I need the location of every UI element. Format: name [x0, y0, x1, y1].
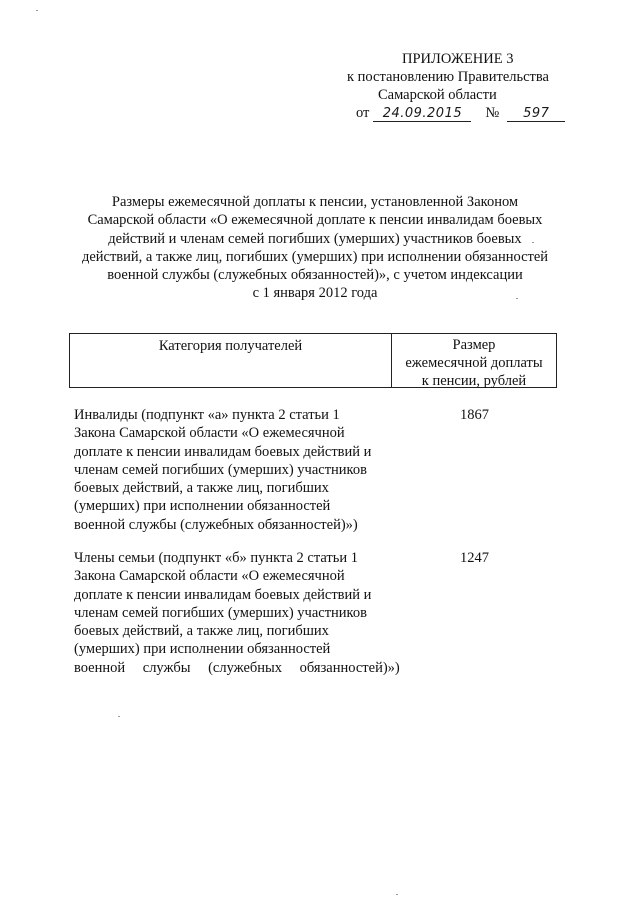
appendix-label: ПРИЛОЖЕНИЕ 3 [402, 51, 514, 67]
category-cell [74, 406, 404, 534]
title-line: действий, а также лиц, погибших (умерших) при исполнении обязанностей [81, 248, 549, 265]
scan-speck [396, 894, 398, 895]
table-row [74, 549, 554, 677]
amount-header-line: к пенсии, рублей [421, 373, 527, 389]
category-line: боевых действий, а также лиц, погибших [74, 480, 329, 497]
category-line: (умерших) при исполнении обязанностей [74, 498, 331, 515]
scan-speck [36, 10, 38, 11]
title-line: Размеры ежемесячной доплаты к пенсии, установленной Законом [111, 194, 519, 210]
category-line: военной службы (служебных обязанностей)») [74, 659, 400, 676]
date-prefix: от [356, 105, 370, 121]
amount-header-line: ежемесячной доплаты [405, 355, 543, 371]
scan-speck [516, 298, 518, 299]
title-line: Самарской области «О ежемесячной доплате к пенсии инвалидам боевых [87, 212, 543, 229]
category-line: (умерших) при исполнении обязанностей [74, 641, 331, 658]
scan-speck [118, 716, 120, 717]
category-line: Члены семьи (подпункт «б» пункта 2 статьи 1 [74, 550, 358, 566]
category-line: Закона Самарской области «О ежемесячной [74, 568, 345, 585]
handwritten-date: 24.09.2015 [373, 107, 471, 122]
region-name: Самарской области [378, 87, 497, 103]
category-line: боевых действий, а также лиц, погибших [74, 623, 329, 640]
title-line: действий и членам семей погибших (умерших) участников боевых [108, 230, 522, 247]
scan-speck [532, 242, 534, 243]
category-line: военной службы (служебных обязанностей)») [74, 516, 358, 533]
number-sign: № [485, 105, 500, 121]
category-cell [74, 549, 404, 677]
resolution-reference: к постановлению Правительства [347, 69, 549, 85]
category-column-header: Категория получателей [70, 334, 392, 387]
amount-column-header [392, 334, 556, 387]
handwritten-number: 597 [507, 107, 565, 122]
title-line: военной службы (служебных обязанностей)», с учетом индексации [107, 267, 523, 284]
category-line: членам семей погибших (умерших) участников [74, 604, 367, 621]
category-line: членам семей погибших (умерших) участников [74, 461, 367, 478]
amount-header-line: Размер [452, 337, 496, 353]
table-row [74, 406, 554, 534]
amount-cell: 1247 [460, 550, 489, 566]
amount-cell: 1867 [460, 407, 489, 423]
category-line: доплате к пенсии инвалидам боевых действий и [74, 443, 372, 460]
category-line: Закона Самарской области «О ежемесячной [74, 425, 345, 442]
title-line: с 1 января 2012 года [252, 285, 378, 302]
date-number-line [330, 104, 580, 122]
table-header [69, 333, 557, 388]
category-line: Инвалиды (подпункт «а» пункта 2 статьи 1 [74, 407, 340, 423]
document-title [72, 193, 558, 303]
appendix-header [330, 50, 580, 122]
category-line: доплате к пенсии инвалидам боевых действий и [74, 586, 372, 603]
